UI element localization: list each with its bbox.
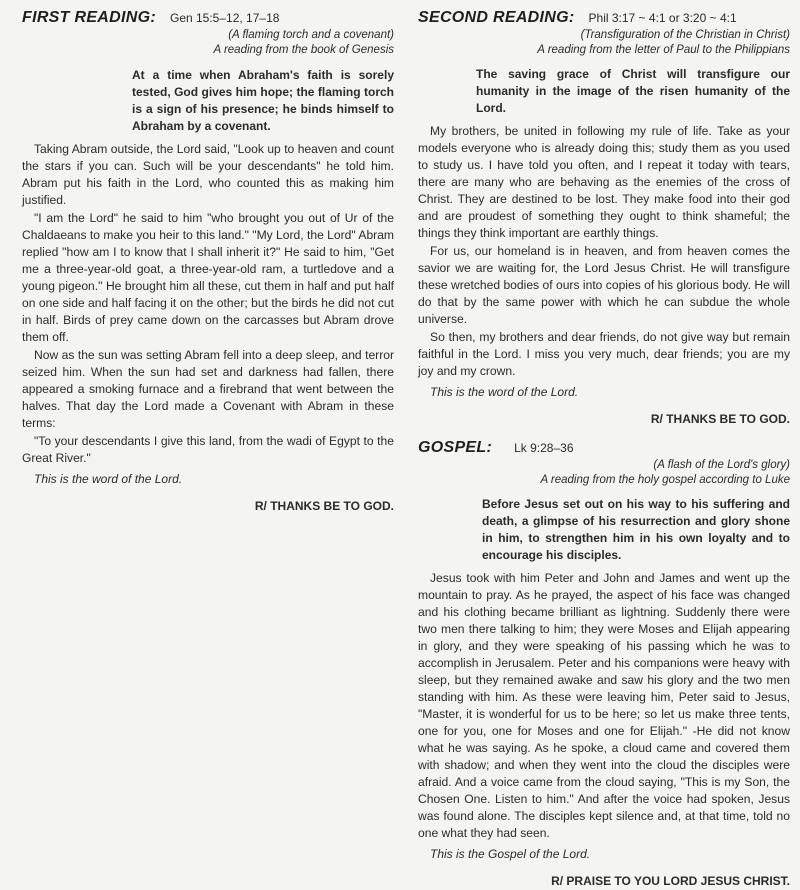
first-reading-subtitle: (A flaming torch and a covenant) [228,29,394,41]
first-reading-paragraph: Taking Abram outside, the Lord said, "Look up to heaven and count the stars if you can. Such will be your descendants" he told him. Abram put his faith in the Lord, who counted this as making him justified. [22,142,394,207]
second-reading-reference: Phil 3:17 ~ 4:1 or 3:20 ~ 4:1 [588,11,737,25]
gospel-header [418,438,790,458]
second-reading-header [418,8,790,28]
first-reading-section [22,8,394,515]
first-reading-title: FIRST READING: [22,9,156,26]
first-reading-closing: This is the word of the Lord. [34,472,183,486]
gospel-title: GOSPEL: [418,439,493,456]
first-reading-response: R/ THANKS BE TO GOD. [254,499,394,513]
first-reading-paragraph: Now as the sun was setting Abram fell into a deep sleep, and terror seized him. When the sun had set and darkness had fallen, there appeared a smoking furnace and a firebrand that went between the halves. That day the Lord made a Covenant with Abram in these terms: [22,348,394,430]
first-reading-summary: At a time when Abraham's faith is sorely tested, God gives him hope; the flaming torch is a sign of his presence; he binds himself to Abraham by a covenant. [132,68,394,133]
second-reading-section [418,8,790,428]
first-reading-source: A reading from the book of Genesis [213,44,394,56]
gospel-paragraph: Jesus took with him Peter and John and James and went up the mountain to pray. As he prayed, the aspect of his face was changed and his clothing became brilliant as lightning. Suddenly there were two men there talking to him; they were Moses and Elijah appearing in glory, and they were speaking of his passing which he was to accomplish in Jerusalem. Peter and his companions were heavy with sleep, but they remained awake and saw his glory and the two men standing with him. As these were leaving him, Peter said to Jesus, "Master, it is wonderful for us to be here; so let us make three tents, one for you, one for Moses and one for Elijah." -He did not know what he was saying. As he spoke, a cloud came and covered them with shadow; and when they went into the cloud the disciples were afraid. And a voice came from the cloud saying, "This is my Son, the Chosen One. Listen to him." And after the voice had spoken, Jesus was found alone. The disciples kept silence and, at that time, told no one what they had seen. [418,571,790,840]
second-reading-subtitle: (Transfiguration of the Christian in Christ) [580,29,790,41]
second-reading-paragraph: My brothers, be united in following my rule of life. Take as your models everyone who is already doing this; study them as you used to study us. I have told you often, and I repeat it today with tears, there are many who are behaving as the enemies of the cross of Christ. They are destined to be lost. They make food into their god and are proudest of something they ought to think shameful; the things they think important are earthly things. [418,124,790,240]
first-reading-paragraph: "I am the Lord" he said to him "who brought you out of Ur of the Chaldaeans to make you heir to this land." "My Lord, the Lord" Abram replied "how am I to know that I shall inherit it?" He said to him, "Get me a three-year-old goat, a three-year-old ram, a turtledove and a young pigeon." He brought him all these, cut them in half and put half on one side and half facing it on the other; but the birds he did not cut in half. Birds of prey came down on the carcasses but Abram drove them off. [22,211,394,344]
second-reading-paragraph: So then, my brothers and dear friends, do not give way but remain faithful in the Lord. I miss you very much, dear friends; you are my joy and my crown. [418,330,790,378]
gospel-source: A reading from the holy gospel according to Luke [540,474,790,486]
gospel-reference: Lk 9:28–36 [514,441,574,455]
first-reading-header [22,8,394,28]
gospel-closing: This is the Gospel of the Lord. [430,847,591,861]
gospel-section [418,438,790,890]
second-reading-paragraph: For us, our homeland is in heaven, and from heaven comes the savior we are waiting for, the Lord Jesus Christ. He will transfigure these wretched bodies of ours into copies of his glorious body. He will do that by the same power with which he can subdue the whole universe. [418,244,790,326]
second-reading-response: R/ THANKS BE TO GOD. [650,412,790,426]
second-reading-summary: The saving grace of Christ will transfigure our humanity in the image of the risen humanity of the Lord. [476,67,790,115]
first-reading-reference: Gen 15:5–12, 17–18 [169,11,280,25]
second-reading-source: A reading from the letter of Paul to the Philippians [537,44,790,56]
second-reading-closing: This is the word of the Lord. [430,385,579,399]
first-reading-paragraph: "To your descendants I give this land, from the wadi of Egypt to the Great River." [22,434,394,465]
gospel-response: R/ PRAISE TO YOU LORD JESUS CHRIST. [551,874,790,888]
gospel-summary: Before Jesus set out on his way to his suffering and death, a glimpse of his resurrection and glory shone in him, to strengthen him in his own loyalty and to encourage his disciples. [482,497,790,562]
second-reading-title: SECOND READING: [418,9,575,26]
right-column [418,8,790,890]
gospel-subtitle: (A flash of the Lord's glory) [653,459,790,471]
